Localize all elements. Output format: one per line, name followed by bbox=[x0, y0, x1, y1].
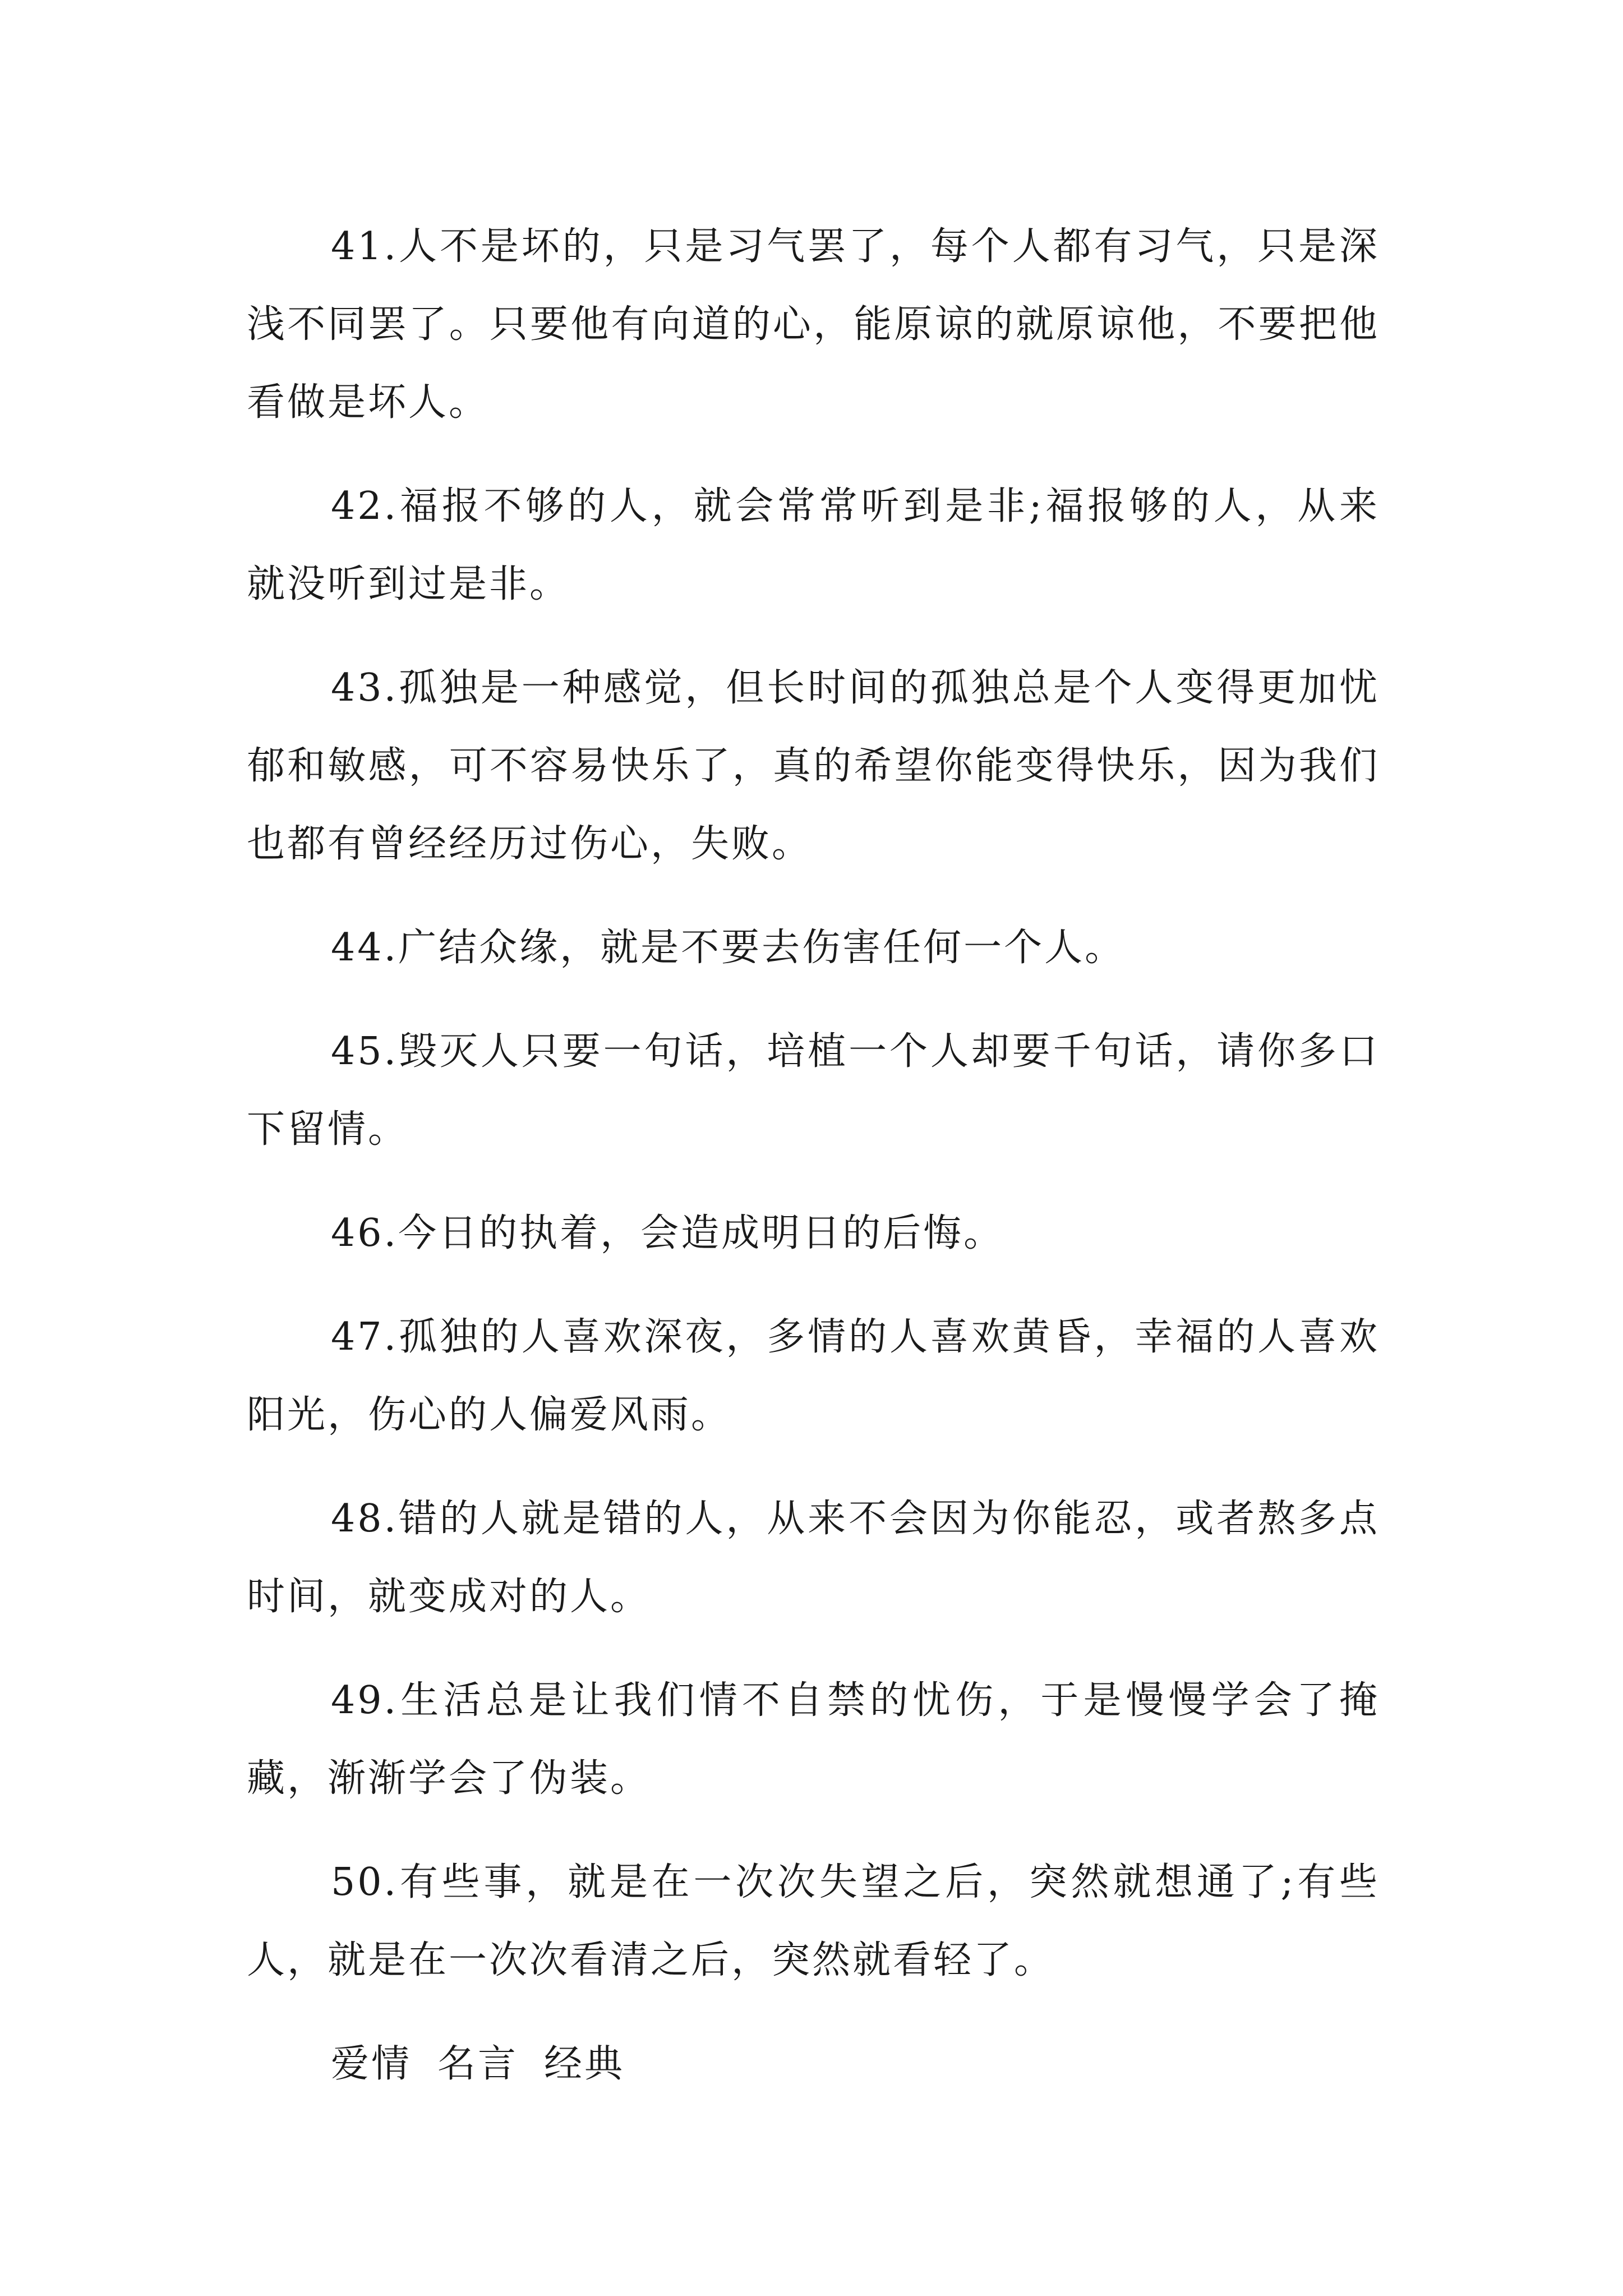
quote-paragraph-43: 43.孤独是一种感觉，但长时间的孤独总是个人变得更加忧郁和敏感，可不容易快乐了，真的希望你能变得快乐，因为我们也都有曾经经历过伤心，失败。 bbox=[247, 666, 1380, 866]
quote-paragraph-42: 42.福报不够的人，就会常常听到是非;福报够的人，从来就没听到过是非。 bbox=[247, 484, 1380, 606]
quote-paragraph-48: 48.错的人就是错的人，从来不会因为你能忍，或者熬多点时间，就变成对的人。 bbox=[247, 1497, 1380, 1619]
tag-love: 爱情 bbox=[331, 2042, 412, 2086]
quote-paragraph-50: 50.有些事，就是在一次次失望之后，突然就想通了;有些人，就是在一次次看清之后，突然就看轻了。 bbox=[247, 1860, 1380, 1982]
tag-line bbox=[247, 2025, 1380, 2103]
quote-paragraph-46: 46.今日的执着，会造成明日的后悔。 bbox=[331, 1211, 1004, 1255]
tag-classic: 经典 bbox=[544, 2042, 625, 2086]
quote-paragraph-49: 49.生活总是让我们情不自禁的忧伤，于是慢慢学会了掩藏，渐渐学会了伪装。 bbox=[247, 1678, 1380, 1801]
quote-paragraph-45: 45.毁灭人只要一句话，培植一个人却要千句话，请你多口下留情。 bbox=[247, 1029, 1380, 1152]
quote-paragraph-44: 44.广结众缘，就是不要去伤害任何一个人。 bbox=[331, 926, 1126, 970]
document-body bbox=[247, 208, 1380, 2103]
tag-quotes: 名言 bbox=[437, 2042, 519, 2086]
quote-paragraph-41: 41.人不是坏的，只是习气罢了，每个人都有习气，只是深浅不同罢了。只要他有向道的心，能原谅的就原谅他，不要把他看做是坏人。 bbox=[247, 224, 1380, 425]
quote-paragraph-47: 47.孤独的人喜欢深夜，多情的人喜欢黄昏，幸福的人喜欢阳光，伤心的人偏爱风雨。 bbox=[247, 1315, 1380, 1437]
